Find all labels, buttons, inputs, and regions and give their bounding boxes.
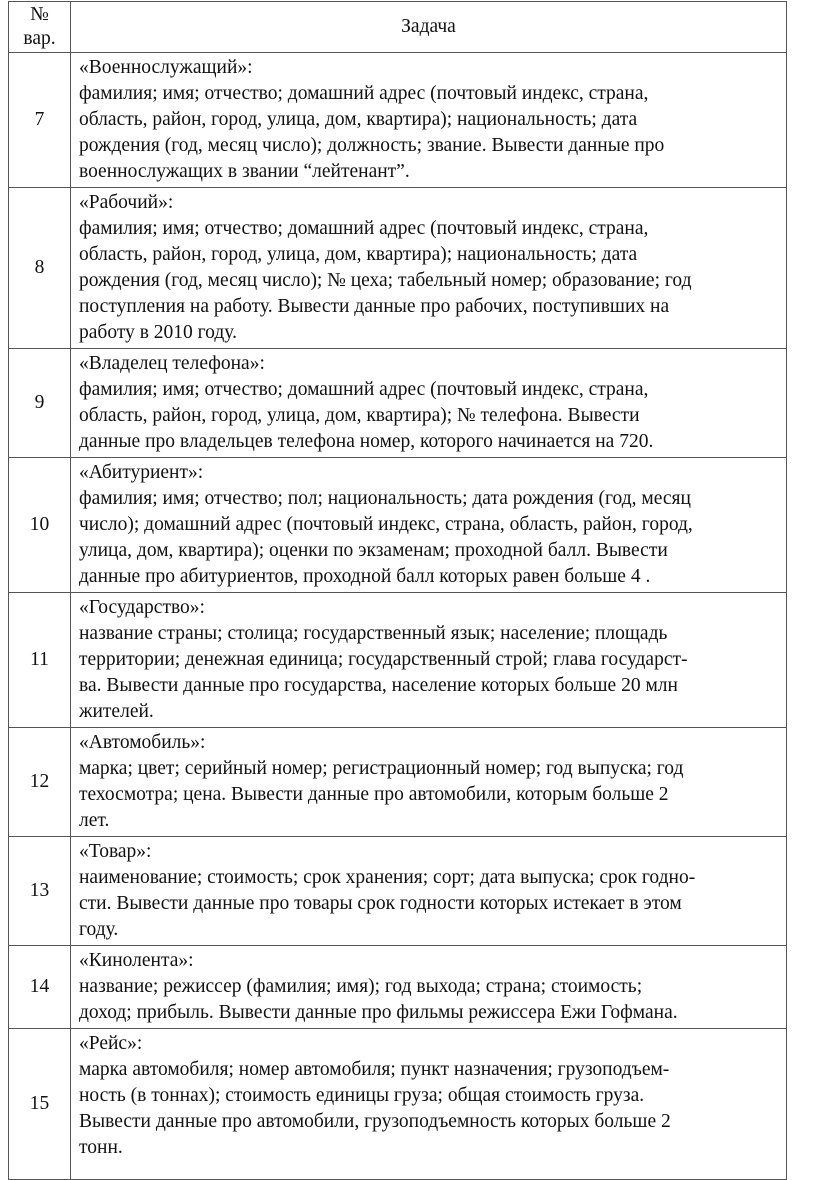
variant-number: 7	[9, 53, 71, 188]
task-text: «Владелец телефона»: фамилия; имя; отчество; домашний адрес (почтовый индекс, страна, область, район, город, улица, дом, квартира); № телефона. Вывести данные про владельцев телефона номер, которого начинается на 720.	[71, 349, 787, 458]
task-text: «Государство»: название страны; столица; государственный язык; население; площадь территории; денежная единица; государственный строй; глава государст- ва. Вывести данные про государства, население которых больше 20 млн жителей.	[71, 593, 787, 728]
table-row	[9, 53, 787, 188]
variant-number: 13	[9, 837, 71, 946]
table-header-row	[9, 2, 787, 53]
task-text: «Рабочий»: фамилия; имя; отчество; домашний адрес (почтовый индекс, страна, область, район, город, улица, дом, квартира); национальность; дата рождения (год, месяц число); № цеха; табельный номер; образование; год поступления на работу. Вывести данные про рабочих, поступивших на работу в 2010 году.	[71, 188, 787, 349]
variants-table	[8, 1, 787, 1180]
task-text: «Автомобиль»: марка; цвет; серийный номер; регистрационный номер; год выпуска; год техосмотра; цена. Вывести данные про автомобили, которым больше 2 лет.	[71, 728, 787, 837]
table-row	[9, 1029, 787, 1180]
variant-number: 14	[9, 946, 71, 1029]
table-row	[9, 349, 787, 458]
task-text: «Абитуриент»: фамилия; имя; отчество; пол; национальность; дата рождения (год, месяц число); домашний адрес (почтовый индекс, страна, область, район, город, улица, дом, квартира); оценки по экзаменам; проходной балл. Вывести данные про абитуриентов, проходной балл которых равен больше 4 .	[71, 458, 787, 593]
variant-number: 9	[9, 349, 71, 458]
variant-number: 10	[9, 458, 71, 593]
table-row	[9, 593, 787, 728]
table-row	[9, 728, 787, 837]
table-row	[9, 458, 787, 593]
table-row	[9, 837, 787, 946]
task-text: «Рейс»: марка автомобиля; номер автомобиля; пункт назначения; грузоподъем- ность (в тоннах); стоимость единицы груза; общая стоимость груза. Вывести данные про автомобили, грузоподъемность которых больше 2 тонн.	[71, 1029, 787, 1180]
variant-number: 12	[9, 728, 71, 837]
table-row	[9, 188, 787, 349]
header-task: Задача	[71, 2, 787, 53]
task-text: «Кинолента»: название; режиссер (фамилия; имя); год выхода; страна; стоимость; доход; прибыль. Вывести данные про фильмы режиссера Ежи Гофмана.	[71, 946, 787, 1029]
table-row	[9, 946, 787, 1029]
variant-number: 8	[9, 188, 71, 349]
variant-number: 11	[9, 593, 71, 728]
header-variant-number: № вар.	[9, 2, 71, 53]
task-text: «Военнослужащий»: фамилия; имя; отчество; домашний адрес (почтовый индекс, страна, область, район, город, улица, дом, квартира); национальность; дата рождения (год, месяц число); должность; звание. Вывести данные про военнослужащих в звании “лейтенант”.	[71, 53, 787, 188]
task-text: «Товар»: наименование; стоимость; срок хранения; сорт; дата выпуска; срок годно- сти. Вывести данные про товары срок годности которых истекает в этом году.	[71, 837, 787, 946]
variant-number: 15	[9, 1029, 71, 1180]
